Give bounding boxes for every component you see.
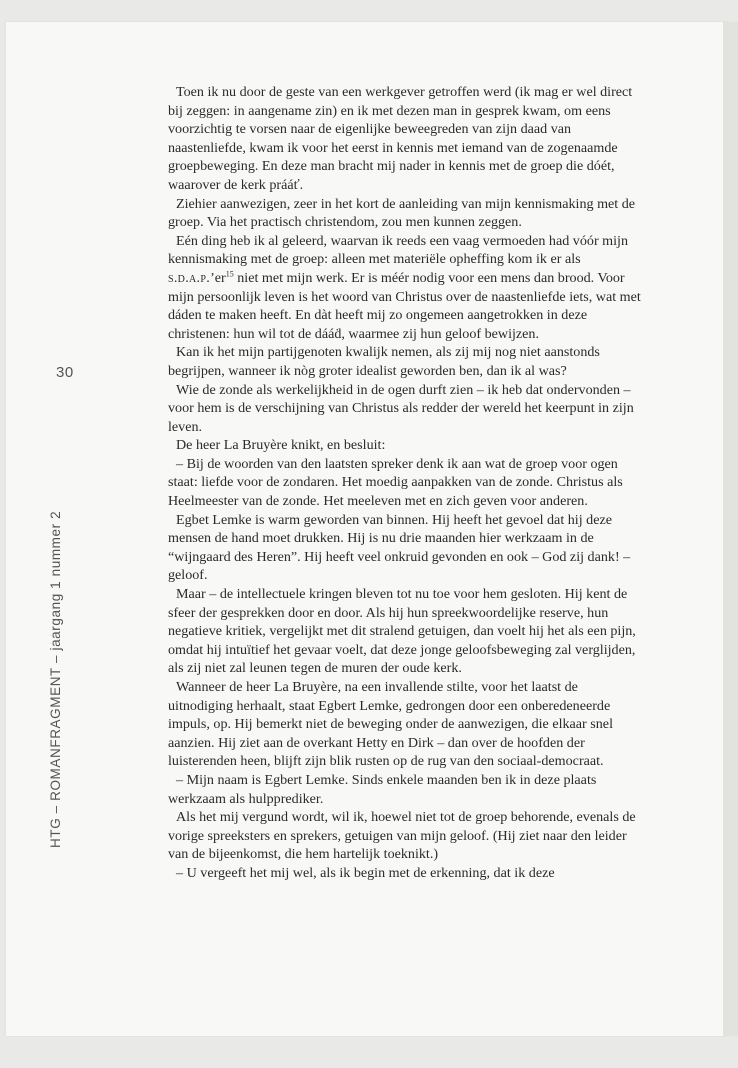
paragraph: – Mijn naam is Egbert Lemke. Sinds enkele maanden ben ik in deze plaats werkzaam als hulpprediker. bbox=[168, 771, 597, 807]
paragraph bbox=[168, 232, 644, 344]
paragraph: – Bij de woorden van den laatsten spreker denk ik aan wat de groep voor ogen staat: liefde voor de zondaren. Het moedig aanpakken van de zonde. Christus als Heelmeester van de zonde. Het meeleven met en zich geven voor anderen. bbox=[168, 455, 623, 510]
paragraph: Maar – de intellectuele kringen bleven tot nu toe voor hem gesloten. Hij kent de sfeer der gesprekken door en door. Als hij hun spreekwoordelijke reserve, hun negatieve kritiek, vergelijkt met dit stralend getuigen, dan voelt hij het als een pijn, omdat hij intuïtief het gevaar voelt, dat deze jonge geloofsbeweging zal verglijden, als zij niet zal leunen tegen de muren der oude kerk. bbox=[168, 586, 636, 677]
paragraph-text: Eén ding heb ik al geleerd, waarvan ik reeds een vaag vermoeden had vóór mijn kennismaking met de groep: alleen met materiële opheffing kom ik er als bbox=[168, 232, 628, 268]
paragraph: De heer La Bruyère knikt, en besluit: bbox=[176, 437, 386, 454]
abbreviation-sdap: s.d.a.p. bbox=[168, 269, 211, 286]
running-head: HTG – ROMANFRAGMENT – jaargang 1 nummer 2 bbox=[48, 510, 63, 848]
paragraph: – U vergeeft het mij wel, als ik begin met de erkenning, dat ik deze bbox=[176, 864, 555, 881]
er-suffix: ’er bbox=[210, 269, 226, 286]
paragraph: Wie de zonde als werkelijkheid in de ogen durft zien – ik heb dat ondervonden – voor hem is de verschijning van Christus als redder der wereld het keerpunt in zijn leven. bbox=[168, 381, 634, 435]
paragraph: Egbet Lemke is warm geworden van binnen. Hij heeft het gevoel dat hij deze mensen de hand moet drukken. Hij is nu drie maanden hier werkzaam in de “wijngaard des Heren”. Hij heeft veel onkruid gevonden en ook – God zij dank! – geloof. bbox=[168, 511, 631, 584]
paragraph: Kan ik het mijn partijgenoten kwalijk nemen, als zij mij nog niet aanstonds begrijpen, wanneer ik nòg groter idealist geworden ben, dan ik al was? bbox=[168, 344, 600, 379]
body-text bbox=[168, 83, 644, 883]
paragraph: Wanneer de heer La Bruyère, na een invallende stilte, voor het laatst de uitnodiging herhaalt, staat Egbert Lemke, gedrongen door een onberedeneerde impuls, op. Hij bemerkt niet de beweging onder de aanwezigen, die elkaar snel aanzien. Hij ziet aan de overkant Hetty en Dirk – dan over de hoofden der luisterenden heen, blijft zijn blik rusten op de rug van den sociaal-democraat. bbox=[168, 679, 613, 770]
paragraph: Toen ik nu door de geste van een werkgever getroffen werd (ik mag er wel direct bij zeggen: in aangename zin) en ik met dezen man in gesprek kwam, om eens voorzichtig te vorsen naar de eigenlijke beweegreden van zijn daad van naastenliefde, kwam ik voor het eerst in kennis met iemand van de zogenaamde groepbeweging. En deze man bracht mij nader in kennis met de groep die dóét, waarover de kerk prááť. bbox=[168, 84, 633, 193]
binding-gutter bbox=[723, 22, 738, 1036]
page-number: 30 bbox=[56, 364, 74, 381]
paragraph-text: niet met mijn werk. Er is méér nodig voor een mens dan brood. bbox=[233, 269, 598, 286]
paragraph-text: Voor mijn persoonlijk leven is het woord van Christus over de naastenliefde iets, wat met dáden te maken heeft. En dàt heeft mij zo ongemeen aangetrokken in deze christenen: hun wil tot de dááḋ, waarmee zij hun geloof bewijzen. bbox=[168, 269, 641, 342]
paragraph: Als het mij vergund wordt, wil ik, hoewel niet tot de groep behorende, evenals de vorige spreeksters en sprekers, getuigen van mijn geloof. (Hij ziet naar den leider van de bijeenkomst, die hem hartelijk toeknikt.) bbox=[168, 809, 636, 863]
footnote-marker: 15 bbox=[225, 269, 234, 279]
paragraph: Ziehier aanwezigen, zeer in het kort de aanleiding van mijn kennismaking met de groep. Via het practisch christendom, zou men kunnen zeggen. bbox=[168, 195, 636, 231]
